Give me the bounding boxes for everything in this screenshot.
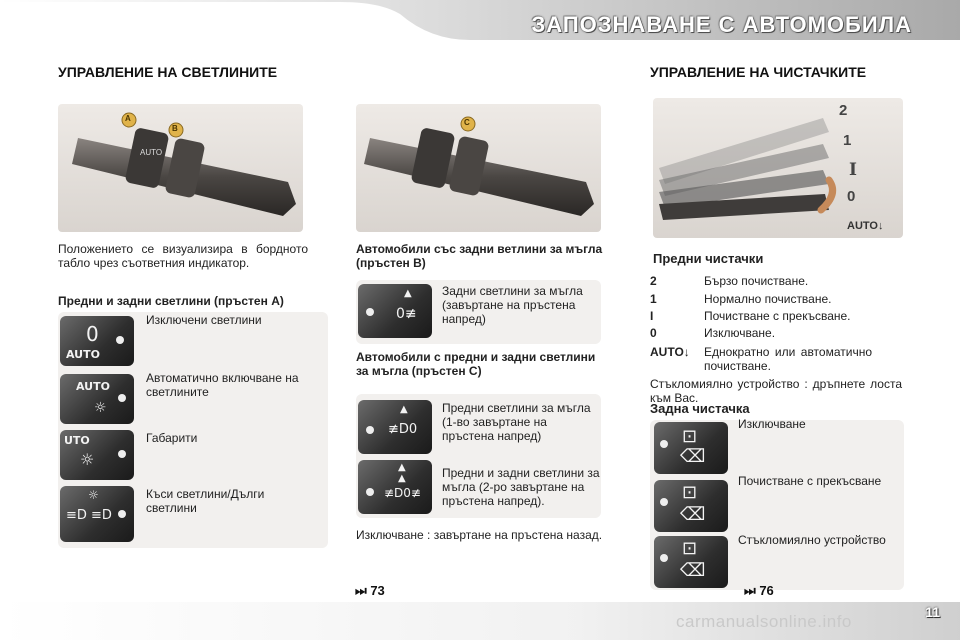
ring-c-item-0: Предни светлини за мъгла (1-во завъртане на пръстена напред)	[442, 401, 591, 443]
ring-a-item-1: Автоматично включване на светлините	[146, 371, 299, 399]
front-fog-icon: ▲ ≢D0	[358, 400, 432, 454]
ring-a-heading: Предни и задни светлини (пръстен A)	[58, 294, 284, 308]
front-row-4: AUTO↓ Еднократно или автоматично почистване.	[650, 345, 872, 373]
rear-item-0: Изключване	[738, 417, 806, 431]
label-b: B	[172, 124, 178, 133]
pos-1-label: 1	[843, 132, 852, 149]
front-rear-fog-icon: ▲ ▲ ≢D0≢	[358, 460, 432, 514]
pos-auto-label: AUTO↓	[847, 220, 884, 232]
wiper-stalk-photo	[653, 98, 903, 238]
ring-a-item-2: Габарити	[146, 431, 198, 445]
rear-wiper-off-icon: ⊡ ⌫	[654, 422, 728, 474]
lights-heading: УПРАВЛЕНИЕ НА СВЕТЛИНИТЕ	[58, 64, 278, 80]
ring-a-item-3: Къси светлини/Дълги светлини	[146, 487, 265, 515]
arrow-down-icon: ↓	[877, 220, 884, 232]
ring-a-item-0: Изключени светлини	[146, 313, 262, 327]
ref-link-73[interactable]: ⏭ 73	[355, 583, 385, 598]
ref-link-76[interactable]: ⏭ 76	[744, 583, 774, 598]
lights-off-icon: 0 AUTO	[60, 316, 134, 366]
ring-c-item-1: Предни и задни светлини за мъгла (2-ро завъртане на пръстена напред).	[442, 466, 600, 508]
pos-0-label: 0	[847, 188, 856, 205]
fog-off-note: Изключване : завъртане на пръстена назад.	[356, 528, 603, 542]
light-stalk-photo	[58, 104, 303, 232]
rear-item-1: Почистване с прекъсване	[738, 474, 882, 488]
page-title: ЗАПОЗНАВАНЕ С АВТОМОБИЛА	[531, 12, 912, 37]
arrow-down-icon: ↓	[683, 345, 690, 359]
book-ref-icon: ⏭	[744, 583, 756, 598]
front-row-2: I Почистване с прекъсване.	[650, 309, 851, 323]
ring-b-heading: Автомобили със задни ветлини за мъгла (пръстен B)	[356, 242, 603, 270]
wiper-stalk-drawing	[653, 98, 903, 238]
label-auto: AUTO	[140, 148, 163, 157]
rear-item-2: Стъкломиялно устройство	[738, 533, 886, 547]
front-wipers-heading: Предни чистачки	[653, 251, 764, 266]
ring-c-heading: Автомобили с предни и задни светлини за мъгла (пръстен C)	[356, 350, 596, 378]
fog-stalk-photo	[356, 104, 601, 232]
lights-intro: Положението се визуализира в бордното табло чрез съответния индикатор.	[58, 242, 308, 270]
rear-washer-icon: ⊡ ⌫	[654, 536, 728, 588]
auto-lights-icon: AUTO ☼	[60, 374, 134, 424]
page-number: 11	[925, 604, 940, 620]
label-c: C	[464, 118, 470, 127]
low-high-beam-icon: ☼ ≡D ≡D	[60, 486, 134, 542]
front-row-3: 0 Изключване.	[650, 326, 776, 340]
front-row-0: 2 Бързо почистване.	[650, 274, 809, 288]
watermark: carmanualsonline.info	[676, 612, 852, 631]
ring-b-item: Задни светлини за мъгла (завъртане на пръстена напред)	[442, 284, 583, 326]
rear-fog-icon: ▲ 0≢	[358, 284, 432, 338]
washer-note: Стъкломиялно устройство : дръпнете лоста към Вас.	[650, 377, 902, 405]
header-banner	[0, 0, 960, 40]
rear-wiper-intermittent-icon: ⊡ ⌫	[654, 480, 728, 532]
label-a: A	[125, 114, 131, 123]
pos-i-label: I	[849, 160, 857, 180]
wipers-heading: УПРАВЛЕНИЕ НА ЧИСТАЧКИТЕ	[650, 64, 867, 80]
rear-wiper-heading: Задна чистачка	[650, 401, 750, 416]
pos-2-label: 2	[839, 102, 848, 119]
fog-stalk-drawing	[356, 104, 601, 232]
light-stalk-drawing	[58, 104, 303, 232]
front-row-1: 1 Нормално почистване.	[650, 292, 832, 306]
book-ref-icon: ⏭	[355, 583, 367, 598]
parking-lights-icon: UTO ☼	[60, 430, 134, 480]
